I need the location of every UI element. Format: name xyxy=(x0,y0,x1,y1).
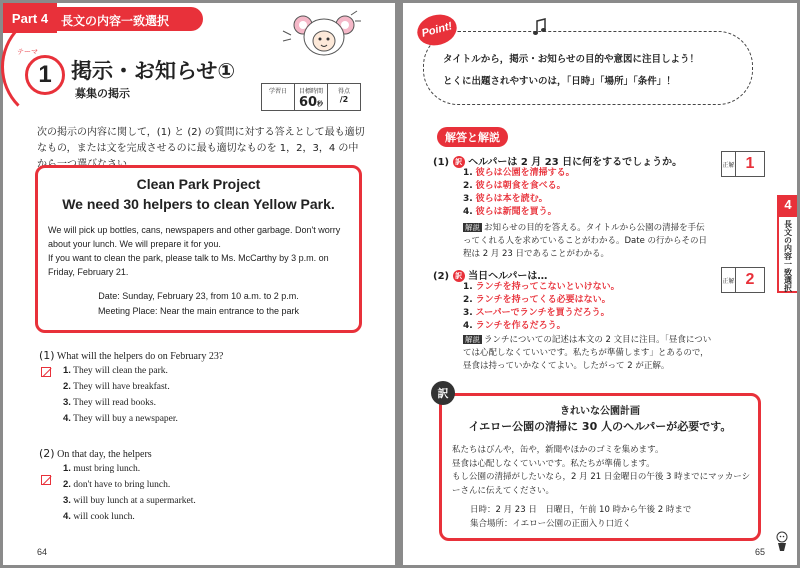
answer-option: 4. 彼らは新聞を買う。 xyxy=(463,207,557,217)
correct-answer-box xyxy=(721,267,765,293)
answer-option: 4. ランチを作るだろう。 xyxy=(463,321,566,331)
translation-details xyxy=(470,504,750,531)
translation-body xyxy=(452,444,752,498)
answer-number: (1) xyxy=(433,157,450,168)
explanation-2: 解説 ランチについての記述は本文の 2 文目に注目。「昼食については心配しなくていいです。私たちが準備します」とあるので，昼食は持っていかなくてよい。したがって 2 が正解。 xyxy=(463,335,712,371)
side-tab-number: 4 xyxy=(779,197,797,217)
score-label: 得点 xyxy=(337,88,350,95)
checkbox-icon[interactable] xyxy=(41,367,51,377)
question-2 xyxy=(39,447,152,460)
translation-icon: 訳 xyxy=(453,270,465,282)
correct-label: 正解 xyxy=(722,268,736,292)
answer-option: 1. 彼らは公園を清掃する。 xyxy=(463,168,575,178)
answer-question: 当日ヘルパーは… xyxy=(468,271,548,282)
study-date-label: 学習日 xyxy=(268,88,287,95)
sheep-mascot-icon xyxy=(281,7,361,67)
explanation-1: 解説 お知らせの目的を答える。タイトルから公園の清掃を手伝ってくれる人を求めていることがわかる。Date の行からその日程は 2 月 23 日であることがわかる。 xyxy=(463,223,708,259)
question-text: What will the helpers do on February 23? xyxy=(56,351,224,362)
option[interactable]: 2. They will have breakfast. xyxy=(63,381,170,392)
side-tab-label: 長文の内容一致選択 xyxy=(783,220,793,292)
sub-title: 募集の掲示 xyxy=(75,87,130,100)
page-number: 65 xyxy=(755,547,766,557)
notice-title: Clean Park Project xyxy=(136,176,261,192)
checkbox-icon[interactable] xyxy=(41,475,51,485)
answer-question: ヘルパーは 2 月 23 日に何をするでしょうか。 xyxy=(468,157,683,168)
theme-number: 1 xyxy=(25,55,65,95)
correct-value: 2 xyxy=(745,271,755,288)
option[interactable]: 4. will cook lunch. xyxy=(63,511,135,522)
answer-section-label: 解答と解説 xyxy=(437,127,508,147)
left-page xyxy=(3,3,395,565)
notice-date: Date: Sunday, February 23, from 10 a.m. to 2 p.m. xyxy=(98,291,299,301)
music-note-icon xyxy=(531,17,551,37)
notice-place: Meeting Place: Near the main entrance to the park xyxy=(97,306,300,316)
translation-line: もし公園の清掃がしたいなら，2 月 21 日金曜日の午後 3 時までにマッカーシーさんに伝えてください。 xyxy=(452,472,751,496)
option[interactable]: 2. don't have to bring lunch. xyxy=(63,479,171,490)
part-tab: Part 4 xyxy=(3,3,57,33)
point-line: とくに出題されやすいのは，「日時」「場所」「条件」！ xyxy=(443,76,676,87)
target-time-value: 60 xyxy=(298,95,318,110)
theme-label: テーマ xyxy=(17,48,38,56)
option[interactable]: 3. will buy lunch at a supermarket. xyxy=(63,495,196,506)
answer-number: (2) xyxy=(433,271,450,282)
translation-icon: 訳 xyxy=(453,156,465,168)
page-number: 64 xyxy=(37,547,48,557)
correct-label: 正解 xyxy=(722,152,736,176)
options-list-2 xyxy=(63,461,196,525)
answer-2-header xyxy=(433,267,547,282)
translation-badge: 訳 xyxy=(431,381,455,405)
translation-place: 集合場所：イエロー公園の正面入り口近く xyxy=(470,518,632,529)
translation-line: 私たちはびんや，缶や，新聞やほかのゴミを集めます。 xyxy=(452,445,664,455)
score-value: /2 xyxy=(339,95,349,104)
answer-option: 2. 彼らは朝食を食べる。 xyxy=(463,181,566,191)
point-cloud xyxy=(423,31,753,105)
translation-box xyxy=(439,393,761,541)
translation-title: きれいな公園計画 xyxy=(560,406,640,417)
translation-line: 昼食は心配しなくていいです。私たちが準備します。 xyxy=(452,458,655,469)
right-page xyxy=(403,3,797,565)
question-1 xyxy=(39,349,223,362)
option[interactable]: 1. must bring lunch. xyxy=(63,463,141,474)
side-index-tab[interactable] xyxy=(777,195,797,293)
notice-paragraph: If you want to clean the park, please talk to Ms. McCarthy by 3 p.m. on Friday, February 21. xyxy=(48,253,329,277)
notice-details xyxy=(38,289,359,319)
explanation-tag: 解説 xyxy=(465,335,480,344)
part-title: 長文の内容一致選択 xyxy=(53,7,203,31)
option[interactable]: 1. They will clean the park. xyxy=(63,365,168,376)
answer-option: 2. ランチを持ってくる必要はない。 xyxy=(463,295,611,305)
answer-2-options xyxy=(463,281,620,333)
question-text: On that day, the helpers xyxy=(57,449,152,460)
notice-headline: We need 30 helpers to clean Yellow Park. xyxy=(62,196,335,212)
translation-headline: イエロー公園の清掃に 30 人のヘルパーが必要です。 xyxy=(468,420,732,433)
answer-1-options xyxy=(463,167,575,219)
notice-body xyxy=(48,223,354,279)
question-number: (1) xyxy=(39,349,55,362)
main-title: 掲示・お知らせ① xyxy=(71,59,236,83)
answer-option: 1. ランチを持ってこないといけない。 xyxy=(463,282,620,292)
options-list-1 xyxy=(63,363,178,427)
answer-option: 3. 彼らは本を読む。 xyxy=(463,194,548,204)
target-time-unit: 秒 xyxy=(317,101,324,108)
correct-value: 1 xyxy=(745,155,755,172)
notice-box xyxy=(35,165,362,333)
point-badge: Point! xyxy=(414,10,460,49)
answer-1-header xyxy=(433,153,682,168)
instructions: 次の掲示の内容に関して，(1) と (2) の質問に対する答えとして最も適切なもの，または文を完成させるのに最も適切なものを 1，2，3，4 の中から一つ選びなさい。 xyxy=(37,127,365,170)
flipbook-mascot-icon xyxy=(773,529,791,553)
target-time-label: 目標時間 xyxy=(298,88,323,95)
translation-date: 日時：2 月 23 日 日曜日，午前 10 時から午後 2 時まで xyxy=(470,505,692,515)
option[interactable]: 3. They will read books. xyxy=(63,397,156,408)
explanation-tag: 解説 xyxy=(465,223,480,232)
correct-answer-box xyxy=(721,151,765,177)
score-box xyxy=(261,83,361,111)
notice-paragraph: We will pick up bottles, cans, newspapers and other garbage. Don't worry about your lunch. We will prepare it for you. xyxy=(48,225,341,249)
question-number: (2) xyxy=(39,447,55,460)
answer-option: 3. スーパーでランチを買うだろう。 xyxy=(463,308,610,318)
point-line: タイトルから，掲示・お知らせの目的や意図に注目しよう！ xyxy=(443,54,700,65)
option[interactable]: 4. They will buy a newspaper. xyxy=(63,413,178,424)
